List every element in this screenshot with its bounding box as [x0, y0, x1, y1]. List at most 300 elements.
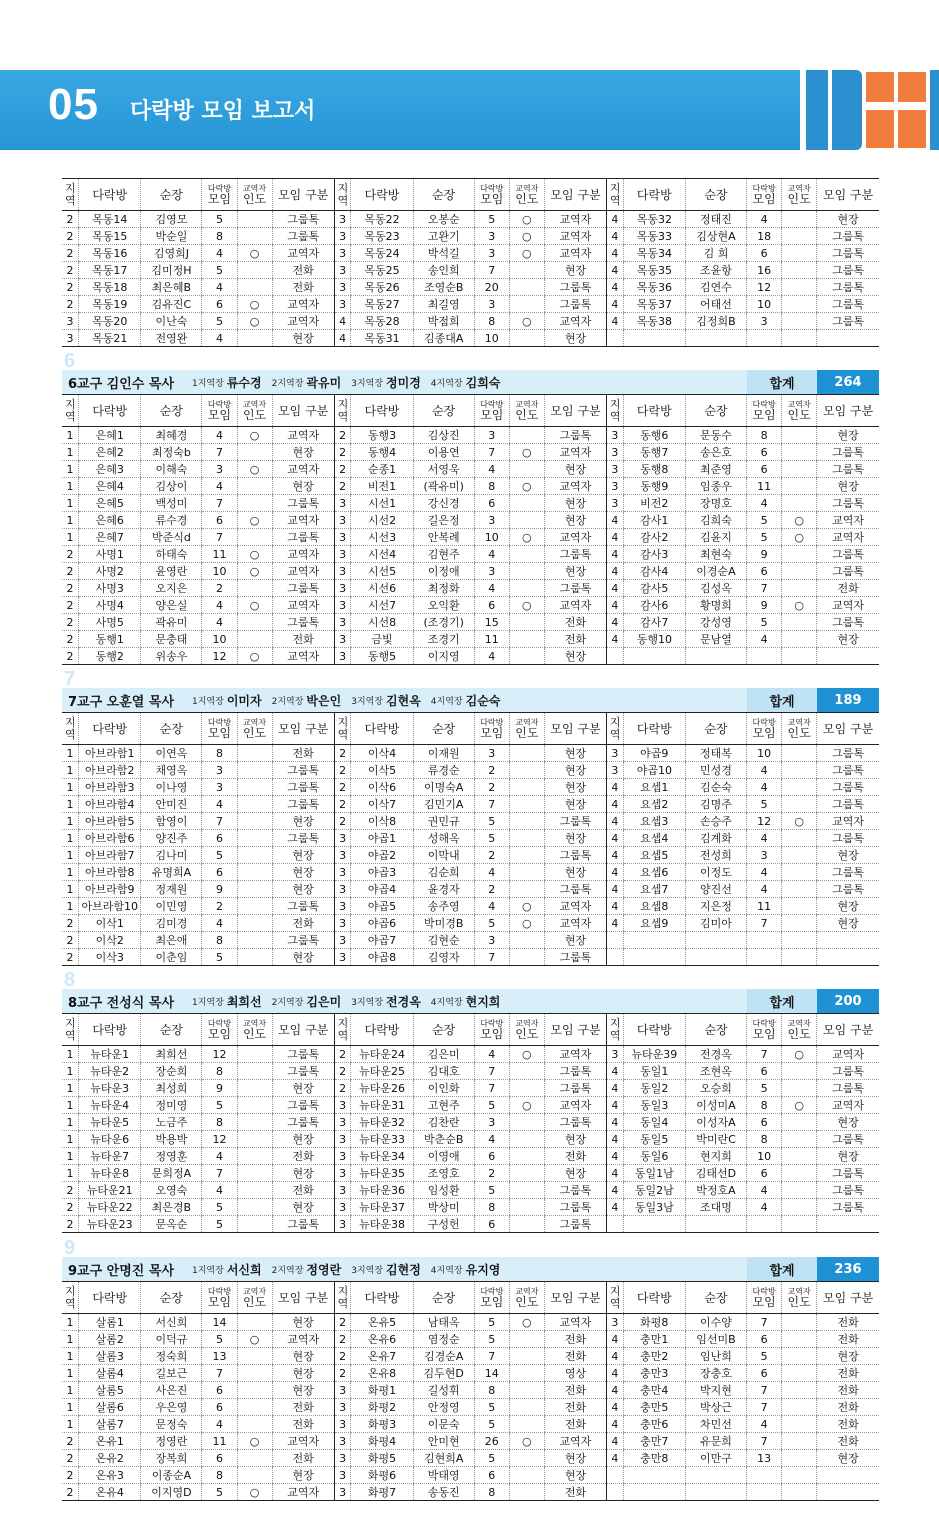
cell-room — [623, 1216, 685, 1233]
cell-meeting-type: 그룹톡 — [272, 932, 334, 949]
cell-guide — [782, 1165, 817, 1182]
cell-meeting-count: 12 — [202, 648, 237, 665]
cell-leader: 서영욱 — [413, 461, 474, 478]
col-guide-header: 교역자 인도 — [237, 1282, 272, 1314]
cell-room: 야곱8 — [351, 949, 413, 966]
cell-guide: ○ — [782, 597, 817, 614]
cell-meeting-type: 현장 — [544, 495, 606, 512]
cell-meeting-type: 그룹톡 — [817, 546, 879, 563]
cell-region: 4 — [607, 563, 624, 580]
cell-meeting-count: 5 — [202, 1484, 237, 1501]
cell-leader: 김성옥 — [685, 580, 746, 597]
col-meeting-header: 다락방 모임 — [202, 179, 237, 211]
cell-leader: 유명희A — [141, 864, 202, 881]
cell-meeting-type: 교역자 — [272, 427, 334, 444]
cell-room: 목동25 — [351, 262, 413, 279]
cell-leader: 박태영 — [413, 1467, 474, 1484]
cell-meeting-count: 3 — [474, 512, 509, 529]
cell-meeting-count: 3 — [474, 245, 509, 262]
cell-room: 동행3 — [351, 427, 413, 444]
cell-guide — [237, 330, 272, 347]
cell-meeting-count: 4 — [202, 1148, 237, 1165]
cell-guide — [237, 1165, 272, 1182]
cell-room: 목동32 — [623, 211, 685, 228]
cell-room: 금빛 — [351, 631, 413, 648]
cell-room: 이삭4 — [351, 745, 413, 762]
cell-room: 충만6 — [623, 1416, 685, 1433]
cell-room: 목동35 — [623, 262, 685, 279]
table-row — [62, 1467, 879, 1484]
cell-guide — [237, 228, 272, 245]
cell-meeting-count: 4 — [202, 279, 237, 296]
cell-meeting-count: 5 — [202, 262, 237, 279]
cell-meeting-type: 그룹톡 — [544, 1216, 606, 1233]
cell-room — [623, 330, 685, 347]
cell-region: 4 — [607, 1348, 624, 1365]
cell-leader: 조현옥 — [685, 1063, 746, 1080]
cell-leader: 최혜경 — [141, 427, 202, 444]
cell-leader: 류경순 — [413, 762, 474, 779]
cell-room — [623, 932, 685, 949]
cell-meeting-count: 8 — [474, 1199, 509, 1216]
cell-guide — [509, 1148, 544, 1165]
cell-guide — [782, 279, 817, 296]
cell-room: 이삭5 — [351, 762, 413, 779]
cell-guide — [782, 262, 817, 279]
cell-region: 1 — [62, 847, 79, 864]
cell-guide — [237, 813, 272, 830]
table-row — [62, 1165, 879, 1182]
cell-room: 동일5 — [623, 1131, 685, 1148]
cell-meeting-count — [747, 1467, 782, 1484]
cell-leader: 길보근 — [141, 1365, 202, 1382]
cell-guide: ○ — [509, 478, 544, 495]
cell-meeting-type: 그룹톡 — [272, 1097, 334, 1114]
cell-meeting-type: 전화 — [544, 1348, 606, 1365]
cell-region: 3 — [334, 915, 351, 932]
cell-meeting-count: 6 — [747, 1165, 782, 1182]
col-type-header: 모임 구분 — [272, 179, 334, 211]
cell-meeting-type: 현장 — [544, 796, 606, 813]
col-room-header: 다락방 — [79, 1014, 141, 1046]
cell-room: 요셉4 — [623, 830, 685, 847]
cell-meeting-count: 12 — [747, 813, 782, 830]
cell-room: 화평8 — [623, 1314, 685, 1331]
cell-guide — [509, 563, 544, 580]
cell-guide: ○ — [237, 563, 272, 580]
cell-leader: 장충호 — [685, 1365, 746, 1382]
cell-region: 3 — [334, 245, 351, 262]
cell-region: 2 — [62, 580, 79, 597]
cell-meeting-type: 현장 — [544, 648, 606, 665]
cell-room: 아브라함1 — [79, 745, 141, 762]
cell-leader: 권민규 — [413, 813, 474, 830]
cell-region: 3 — [334, 228, 351, 245]
cell-guide — [237, 495, 272, 512]
cell-guide — [237, 949, 272, 966]
cell-meeting-type: 교역자 — [817, 1097, 879, 1114]
cell-leader: 박순일 — [141, 228, 202, 245]
cell-room: 동일1 — [623, 1063, 685, 1080]
cell-meeting-type: 그룹톡 — [817, 1063, 879, 1080]
col-guide-header: 교역자 인도 — [237, 179, 272, 211]
cell-meeting-type: 교역자 — [272, 1484, 334, 1501]
cell-room: 은혜7 — [79, 529, 141, 546]
cell-leader: 이덕규 — [141, 1331, 202, 1348]
cell-meeting-count: 4 — [474, 546, 509, 563]
cell-region: 4 — [607, 1433, 624, 1450]
cell-room: 뉴타운25 — [351, 1063, 413, 1080]
cell-leader: 박용박 — [141, 1131, 202, 1148]
cell-meeting-count: 5 — [474, 1097, 509, 1114]
table-row — [62, 949, 879, 966]
cell-region: 2 — [62, 949, 79, 966]
cell-room: 목동15 — [79, 228, 141, 245]
cell-guide — [237, 1467, 272, 1484]
cell-region: 3 — [607, 1046, 624, 1063]
table-row — [62, 1450, 879, 1467]
cell-meeting-count: 6 — [474, 1148, 509, 1165]
cell-guide: ○ — [237, 648, 272, 665]
cell-meeting-count: 7 — [202, 813, 237, 830]
cell-meeting-count: 7 — [474, 444, 509, 461]
table-row — [62, 296, 879, 313]
cell-meeting-type: 전화 — [272, 1416, 334, 1433]
cell-meeting-count: 6 — [202, 1399, 237, 1416]
cell-meeting-type: 현장 — [544, 1467, 606, 1484]
col-guide-header: 교역자 인도 — [782, 713, 817, 745]
cell-leader: 정영훈 — [141, 1148, 202, 1165]
cell-leader: 장명호 — [685, 495, 746, 512]
cell-leader: 문옥순 — [141, 1216, 202, 1233]
cell-region: 1 — [62, 1314, 79, 1331]
cell-meeting-count: 4 — [202, 796, 237, 813]
cell-leader: 박지현 — [685, 1382, 746, 1399]
cell-meeting-type: 현장 — [544, 512, 606, 529]
cell-leader — [685, 1467, 746, 1484]
table-row — [62, 631, 879, 648]
cell-leader: 조대명 — [685, 1199, 746, 1216]
cell-room: 동행2 — [79, 648, 141, 665]
cell-meeting-count: 7 — [747, 1046, 782, 1063]
col-room-header: 다락방 — [623, 713, 685, 745]
region-leader-name: 이미자 — [226, 693, 262, 708]
cell-meeting-type: 교역자 — [817, 813, 879, 830]
cell-meeting-type: 전화 — [272, 631, 334, 648]
cell-region: 3 — [607, 478, 624, 495]
cell-region: 3 — [334, 830, 351, 847]
cell-room: 목동21 — [79, 330, 141, 347]
cell-meeting-type: 그룹톡 — [544, 1199, 606, 1216]
cell-region: 2 — [62, 1433, 79, 1450]
cell-meeting-count: 6 — [202, 296, 237, 313]
cell-region: 3 — [334, 1467, 351, 1484]
cell-room: 온유3 — [79, 1467, 141, 1484]
cell-leader: 이인화 — [413, 1080, 474, 1097]
cell-room: 살롬6 — [79, 1399, 141, 1416]
region-leader-name: 류수경 — [226, 375, 262, 390]
cell-room: 뉴타운36 — [351, 1182, 413, 1199]
cell-meeting-count: 5 — [474, 813, 509, 830]
cell-meeting-count: 7 — [202, 444, 237, 461]
cell-room: 목동38 — [623, 313, 685, 330]
cell-meeting-type: 현장 — [817, 898, 879, 915]
cell-guide — [237, 580, 272, 597]
cell-region: 1 — [62, 1063, 79, 1080]
cell-meeting-type: 현장 — [544, 864, 606, 881]
cell-room: 목동31 — [351, 330, 413, 347]
cell-leader: 문동수 — [685, 427, 746, 444]
cell-leader: 김상이 — [141, 478, 202, 495]
cell-leader: 어태선 — [685, 296, 746, 313]
cell-guide — [782, 461, 817, 478]
cell-leader: 김희숙 — [685, 512, 746, 529]
cell-meeting-count: 2 — [474, 881, 509, 898]
cell-leader: 김상진 — [413, 427, 474, 444]
cell-leader: 위송우 — [141, 648, 202, 665]
cell-leader: 고현주 — [413, 1097, 474, 1114]
cell-room: 뉴타운31 — [351, 1097, 413, 1114]
cell-room: 뉴타운3 — [79, 1080, 141, 1097]
table-row — [62, 529, 879, 546]
cell-guide — [782, 1216, 817, 1233]
cell-meeting-count: 4 — [202, 614, 237, 631]
cell-leader: 이춘임 — [141, 949, 202, 966]
cell-region — [607, 330, 624, 347]
region-leader-role: 4지역장 — [430, 696, 463, 707]
cell-region: 3 — [607, 762, 624, 779]
cell-meeting-type: 교역자 — [544, 228, 606, 245]
cell-guide — [237, 262, 272, 279]
cell-room: 화평2 — [351, 1399, 413, 1416]
cell-guide — [237, 881, 272, 898]
cell-room: 동행7 — [623, 444, 685, 461]
cell-meeting-type: 그룹톡 — [544, 949, 606, 966]
cell-meeting-type: 교역자 — [544, 313, 606, 330]
cell-guide — [782, 1114, 817, 1131]
cell-room: 뉴타운37 — [351, 1199, 413, 1216]
cell-meeting-type: 교역자 — [272, 648, 334, 665]
cell-guide — [237, 745, 272, 762]
cell-room: 뉴타운39 — [623, 1046, 685, 1063]
table-row — [62, 745, 879, 762]
cell-region: 3 — [334, 1216, 351, 1233]
col-leader-header: 순장 — [685, 1282, 746, 1314]
cell-room: 목동19 — [79, 296, 141, 313]
cell-room: 시선7 — [351, 597, 413, 614]
cell-meeting-type: 현장 — [272, 949, 334, 966]
cell-room: 목동24 — [351, 245, 413, 262]
cell-meeting-type: 교역자 — [817, 597, 879, 614]
col-type-header: 모임 구분 — [272, 1014, 334, 1046]
cell-leader: 강성영 — [685, 614, 746, 631]
cell-guide — [782, 881, 817, 898]
cell-room: 뉴타운35 — [351, 1165, 413, 1182]
cell-meeting-count: 5 — [202, 1216, 237, 1233]
cell-meeting-type: 교역자 — [544, 1433, 606, 1450]
cell-room: 요셉1 — [623, 779, 685, 796]
cell-region: 3 — [334, 1484, 351, 1501]
cell-region: 4 — [607, 1382, 624, 1399]
cell-meeting-type: 교역자 — [272, 597, 334, 614]
cell-guide — [509, 427, 544, 444]
cell-leader: 안미현 — [413, 1433, 474, 1450]
table-row — [62, 1348, 879, 1365]
cell-region: 2 — [62, 245, 79, 262]
col-leader-header: 순장 — [413, 1014, 474, 1046]
cell-leader: 김현희A — [413, 1450, 474, 1467]
cell-leader: 사은진 — [141, 1382, 202, 1399]
cell-meeting-count: 7 — [474, 1348, 509, 1365]
col-meeting-header: 다락방 모임 — [474, 1282, 509, 1314]
cell-leader: 임성환 — [413, 1182, 474, 1199]
region-leader-role: 3지역장 — [351, 696, 384, 707]
cell-guide — [237, 478, 272, 495]
region-leader-name: 전경옥 — [386, 994, 421, 1009]
cell-region: 4 — [607, 813, 624, 830]
cell-meeting-count: 26 — [474, 1433, 509, 1450]
cell-meeting-type: 그룹톡 — [817, 614, 879, 631]
cell-guide — [509, 1131, 544, 1148]
cell-meeting-type: 그룹톡 — [817, 796, 879, 813]
cell-room: 은혜5 — [79, 495, 141, 512]
cell-guide — [782, 495, 817, 512]
cell-meeting-count: 12 — [202, 1046, 237, 1063]
cell-leader: 이연옥 — [141, 745, 202, 762]
cell-region: 1 — [62, 1114, 79, 1131]
cell-meeting-count: 4 — [202, 597, 237, 614]
cell-meeting-type: 영상 — [544, 1365, 606, 1382]
cell-leader: 김찬란 — [413, 1114, 474, 1131]
cell-leader: 김정희B — [685, 313, 746, 330]
cell-guide — [782, 228, 817, 245]
cell-meeting-count: 5 — [747, 529, 782, 546]
col-region-header: 지역 — [62, 1282, 79, 1314]
cell-meeting-type: 전화 — [544, 631, 606, 648]
cell-guide — [237, 830, 272, 847]
cell-region: 3 — [334, 512, 351, 529]
cell-leader: 이문숙 — [413, 1416, 474, 1433]
cell-room: 요셉9 — [623, 915, 685, 932]
cell-meeting-count: 6 — [747, 563, 782, 580]
table-row — [62, 1399, 879, 1416]
region-leader-name: 유지영 — [465, 1262, 501, 1277]
cell-meeting-type: 전화 — [272, 279, 334, 296]
cell-meeting-type: 그룹톡 — [817, 228, 879, 245]
cell-guide — [509, 813, 544, 830]
cell-meeting-type: 교역자 — [544, 898, 606, 915]
cell-leader: 문희정A — [141, 1165, 202, 1182]
cell-guide — [509, 631, 544, 648]
cell-region: 1 — [62, 444, 79, 461]
cell-meeting-type: 그룹톡 — [817, 864, 879, 881]
cell-meeting-type: 현장 — [544, 830, 606, 847]
report-table — [62, 178, 879, 347]
cell-guide — [782, 245, 817, 262]
cell-room: 아브라함9 — [79, 881, 141, 898]
cell-meeting-type: 전화 — [272, 1148, 334, 1165]
cell-room: 목동27 — [351, 296, 413, 313]
region-leader-role: 2지역장 — [271, 696, 304, 707]
cell-leader: 성해옥 — [413, 830, 474, 847]
col-room-header: 다락방 — [79, 179, 141, 211]
cell-meeting-count: 7 — [202, 1365, 237, 1382]
cell-room: 뉴타운1 — [79, 1046, 141, 1063]
cell-room: 충만2 — [623, 1348, 685, 1365]
col-meeting-header: 다락방 모임 — [474, 1014, 509, 1046]
district-title: 6교구 김인수 목사 — [68, 376, 175, 392]
cell-guide: ○ — [237, 1433, 272, 1450]
cell-guide: ○ — [509, 245, 544, 262]
cell-leader: 서신희 — [141, 1314, 202, 1331]
cell-region: 2 — [62, 1199, 79, 1216]
col-leader-header: 순장 — [685, 179, 746, 211]
cell-region: 3 — [334, 1148, 351, 1165]
cell-leader: 송주영 — [413, 898, 474, 915]
cell-meeting-type: 현장 — [544, 563, 606, 580]
region-leader-name: 서신희 — [226, 1262, 262, 1277]
cell-meeting-type: 전화 — [272, 1450, 334, 1467]
cell-leader: 안복례 — [413, 529, 474, 546]
cell-meeting-type: 전화 — [544, 1399, 606, 1416]
cell-leader: 이재원 — [413, 745, 474, 762]
table-row — [62, 898, 879, 915]
cell-room: 살롬5 — [79, 1382, 141, 1399]
cell-region: 1 — [62, 796, 79, 813]
cell-region: 4 — [607, 631, 624, 648]
cell-guide — [509, 881, 544, 898]
cell-leader: 오지은 — [141, 580, 202, 597]
cell-leader: 김미아 — [685, 915, 746, 932]
cell-meeting-type: 전화 — [544, 1148, 606, 1165]
cell-meeting-count — [747, 648, 782, 665]
region-leader-role: 4지역장 — [430, 997, 463, 1008]
table-row — [62, 1182, 879, 1199]
cell-region: 2 — [334, 779, 351, 796]
cell-room: 뉴타운22 — [79, 1199, 141, 1216]
cell-leader: 고완기 — [413, 228, 474, 245]
cell-leader — [685, 932, 746, 949]
cell-guide — [782, 779, 817, 796]
col-room-header: 다락방 — [623, 179, 685, 211]
cell-room: 야곱4 — [351, 881, 413, 898]
cell-region: 1 — [62, 762, 79, 779]
cell-region: 3 — [334, 1165, 351, 1182]
cell-region: 2 — [62, 296, 79, 313]
cell-room: 요셉8 — [623, 898, 685, 915]
cell-guide — [509, 1365, 544, 1382]
table-row — [62, 1331, 879, 1348]
cell-meeting-count: 5 — [474, 830, 509, 847]
cell-room: 사명3 — [79, 580, 141, 597]
cell-guide — [237, 1216, 272, 1233]
cell-leader: 이지영 — [413, 648, 474, 665]
district-header — [62, 370, 879, 394]
cell-guide — [782, 864, 817, 881]
cell-guide — [509, 461, 544, 478]
cell-meeting-count: 6 — [202, 512, 237, 529]
cell-room — [623, 949, 685, 966]
cell-meeting-type: 교역자 — [544, 444, 606, 461]
col-type-header: 모임 구분 — [272, 395, 334, 427]
cell-guide — [237, 614, 272, 631]
cell-room: 뉴타운34 — [351, 1148, 413, 1165]
cell-leader: 김연수 — [685, 279, 746, 296]
cell-room: 뉴타운2 — [79, 1063, 141, 1080]
col-guide-header: 교역자 인도 — [237, 395, 272, 427]
cell-region: 2 — [334, 444, 351, 461]
table-row — [62, 1080, 879, 1097]
